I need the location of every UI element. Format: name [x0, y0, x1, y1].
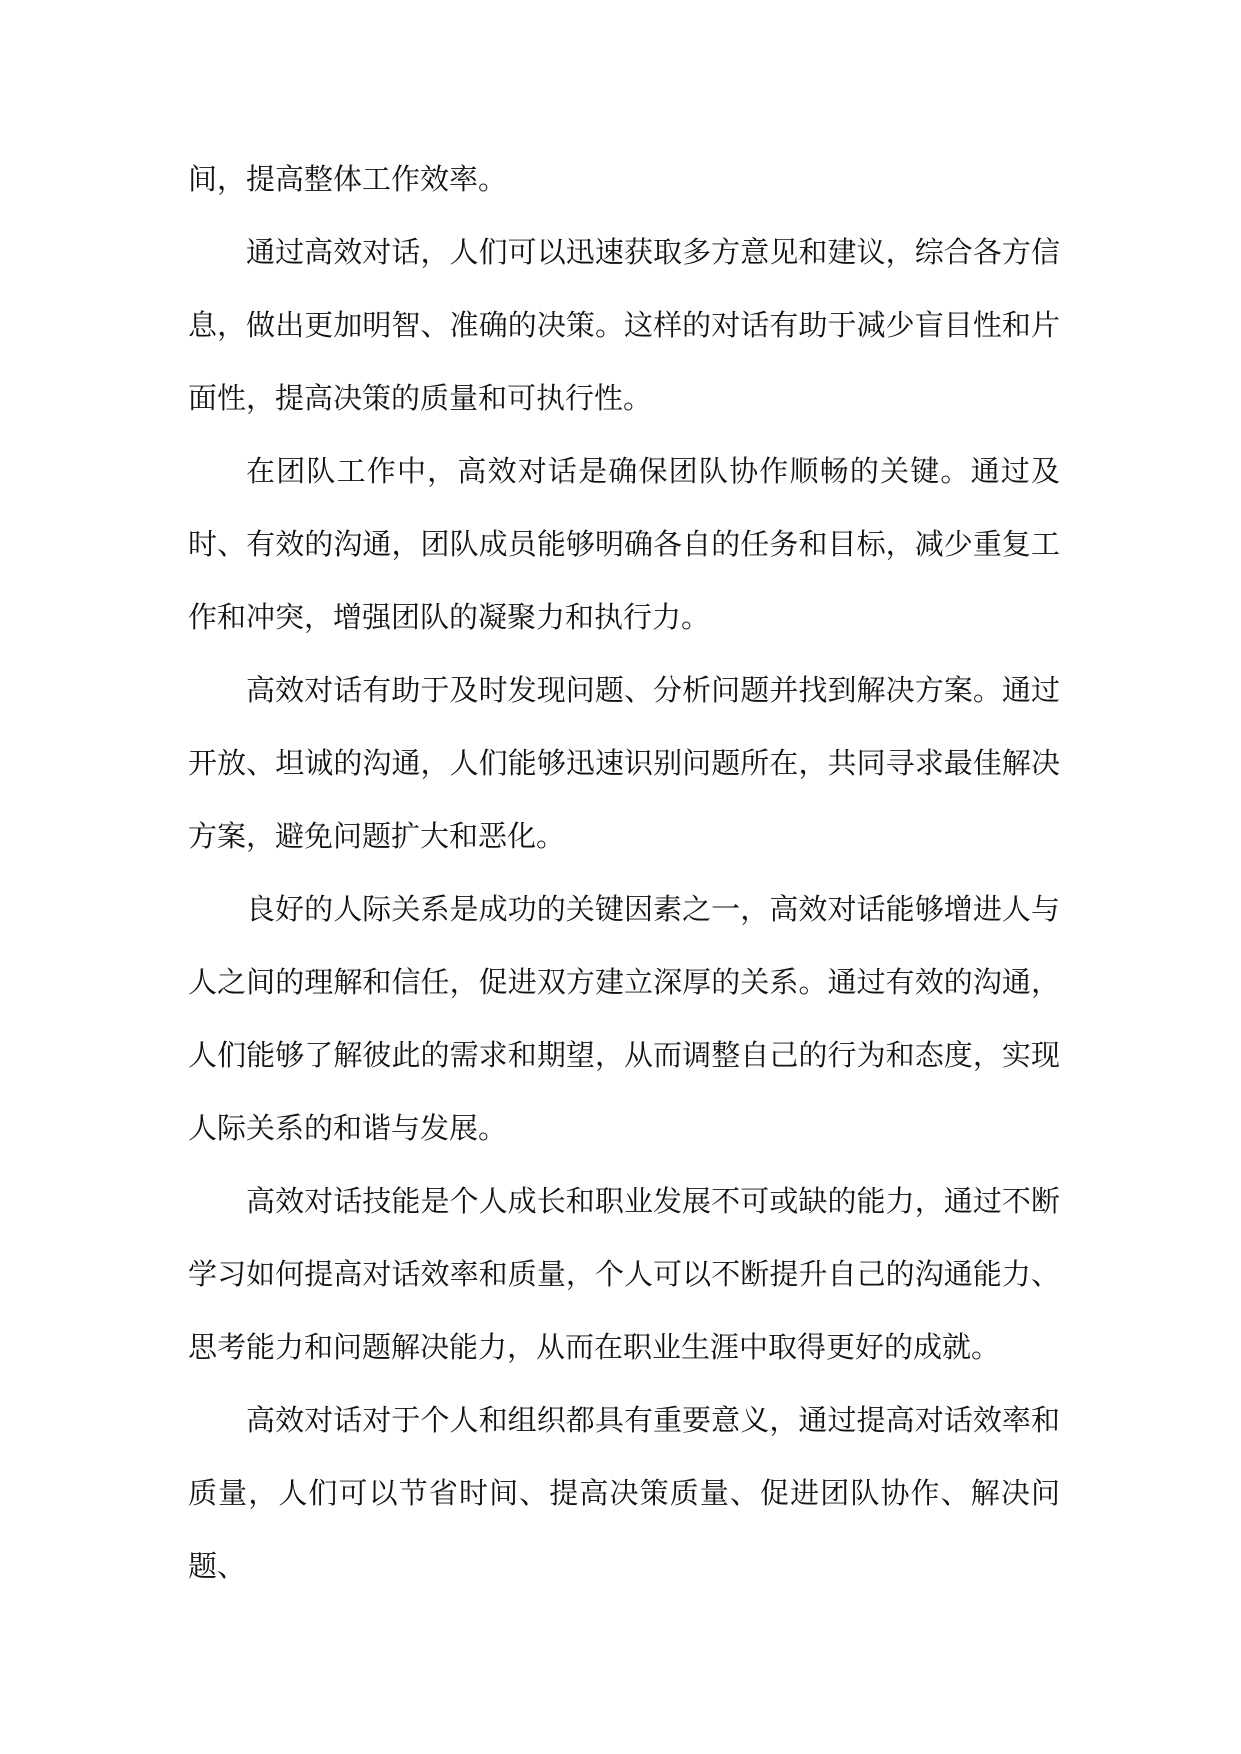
paragraph-team-collaboration: 在团队工作中，高效对话是确保团队协作顺畅的关键。通过及时、有效的沟通，团队成员能够明确各自的任务和目标，减少重复工作和冲突，增强团队的凝聚力和执行力。	[188, 454, 1060, 634]
paragraph-decision-making: 通过高效对话，人们可以迅速获取多方意见和建议，综合各方信息，做出更加明智、准确的决策。这样的对话有助于减少盲目性和片面性，提高决策的质量和可执行性。	[188, 235, 1060, 415]
paragraph-problem-solving: 高效对话有助于及时发现问题、分析问题并找到解决方案。通过开放、坦诚的沟通，人们能够迅速识别问题所在，共同寻求最佳解决方案，避免问题扩大和恶化。	[188, 673, 1060, 853]
paragraph-personal-growth: 高效对话技能是个人成长和职业发展不可或缺的能力，通过不断学习如何提高对话效率和质量，个人可以不断提升自己的沟通能力、思考能力和问题解决能力，从而在职业生涯中取得更好的成就。	[188, 1184, 1060, 1364]
paragraph-relationships: 良好的人际关系是成功的关键因素之一，高效对话能够增进人与人之间的理解和信任，促进双方建立深厚的关系。通过有效的沟通，人们能够了解彼此的需求和期望，从而调整自己的行为和态度，实现人际关系的和谐与发展。	[188, 892, 1060, 1145]
paragraph-continuation: 间，提高整体工作效率。	[188, 162, 508, 196]
document-body	[188, 143, 1060, 1603]
paragraph-summary: 高效对话对于个人和组织都具有重要意义，通过提高对话效率和质量，人们可以节省时间、提高决策质量、促进团队协作、解决问题、	[188, 1403, 1060, 1583]
